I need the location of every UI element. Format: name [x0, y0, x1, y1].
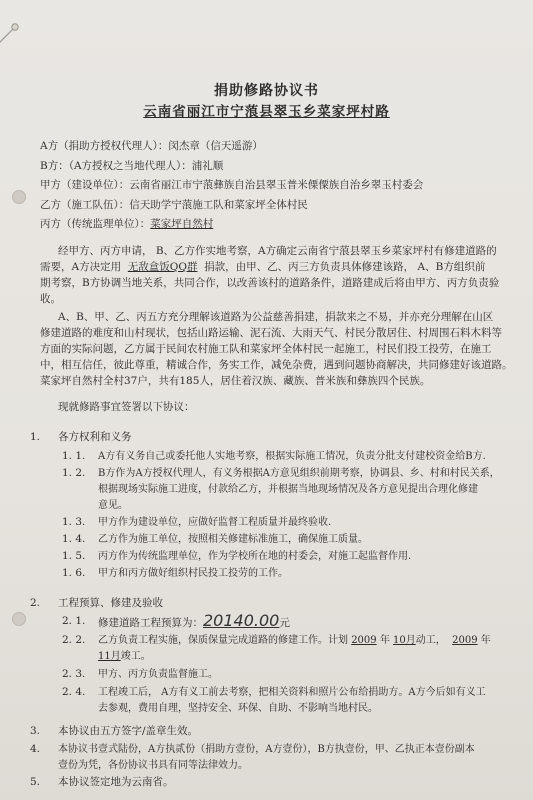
item-2-4-number: 2. 4. — [62, 686, 86, 698]
para2-line5: 菜家坪自然村全村37户，共有185人，居住着汉族、藏族、普米族和彝族四个民族。 — [40, 375, 431, 387]
item-1-4: 乙方作为施工单位，按照相关修建标准施工，确保施工质量。 — [98, 534, 368, 545]
para1-line1: 经甲方、丙方申请， B、乙方作实地考察，A方确定云南省宁蒗县翠玉乡菜家坪村有修建道路的 — [58, 245, 497, 257]
para2-line4: 中，相互信任，彼此尊重，精诚合作，务实工作，减免杂费，遇到问题协商解决，共同修建好该道路。 — [40, 359, 513, 371]
item-2-2-number: 2. 2. — [62, 634, 86, 646]
para1-line4: 收。 — [40, 293, 61, 305]
start-month: 10月 — [393, 635, 416, 646]
para2-line2: 修建道路的难度和山村现状，包括山路运输、泥石流、大雨天气、村民分散居住、村周围石料木料等 — [40, 327, 502, 339]
section4-line1: 本协议书壹式陆份，A方执贰份（捐助方壹份，A方壹份），B方执壹份，甲、乙执正本壹份副本 — [58, 744, 475, 755]
item-1-3-number: 1. 3. — [62, 516, 86, 528]
item-1-2-line1: B方作为A方授权代理人，有义务根据A方意见组织前期考察，协调县、乡、村和村民关系， — [98, 468, 500, 479]
item-2-2-line1: 乙方负责工程实施，保质保量完成道路的修建工作。计划 2009 年 10月动工， 2009 年 — [98, 635, 491, 646]
budget-amount: 20140.00 — [203, 611, 280, 630]
section2-title: 工程预算、修建及验收 — [58, 597, 163, 609]
party-yi — [40, 198, 308, 213]
item-1-5: 丙方作为传统监理单位，作为学校所在地的村委会，对施工起监督作用. — [98, 551, 412, 562]
end-month: 11月 — [98, 651, 121, 662]
party-bing — [40, 217, 213, 232]
punch-hole-icon — [12, 612, 26, 626]
item-2-4-line2: 去参观，费用自理，坚持安全、环保、自助、不影响当地村民。 — [98, 703, 378, 714]
section1-number: 1. — [30, 431, 41, 443]
section5-text: 本协议签定地为云南省。 — [58, 776, 174, 788]
party-jia-label: 甲方（建设单位）： — [40, 179, 130, 191]
party-bing-value: 菜家坪自然村 — [150, 218, 214, 230]
para1-line2: 需要，A方决定用 无敌盒饭QQ群 捐款，由甲、乙、丙三方负责具体修建该路， A、B方组织前 — [40, 261, 486, 273]
party-yi-label: 乙方（施工队伍）： — [40, 199, 130, 211]
section1-title: 各方权利和义务 — [58, 431, 132, 443]
item-2-3-number: 2. 3. — [62, 668, 86, 680]
item-1-1: A方有义务自己或委托他人实地考察，根据实际施工情况，负责分批支付建校资金给B方. — [98, 451, 486, 462]
donor-name: 无敌盒饭QQ群 — [127, 261, 198, 273]
item-1-5-number: 1. 5. — [62, 550, 86, 562]
section4-number: 4. — [30, 743, 41, 755]
para2-line1: A、B、甲、乙、丙五方充分理解该道路为公益慈善捐建，捐款来之不易，并亦充分理解在山区 — [58, 311, 494, 323]
section5-number: 5. — [30, 776, 41, 788]
item-1-4-number: 1. 4. — [62, 533, 86, 545]
item-1-6: 甲方和丙方做好组织村民投工投劳的工作。 — [98, 568, 288, 579]
item-2-4-line1: 工程竣工后， A方有义工前去考察，把相关资料和照片公布给捐助方。A方今后如有义工 — [98, 687, 486, 698]
para2-line3: 方面的实际问题，乙方属于民间农村施工队和菜家坪全体村民一起施工，村民们投工投劳，在施工 — [40, 343, 492, 355]
party-bing-label: 丙方（传统监理单位）： — [40, 218, 151, 230]
para1-line3: 期考察，B方协调当地关系，共同合作，以改善该村的道路条件，道路建成后将由甲方、丙方负责验 — [40, 277, 500, 289]
item-2-1-number: 2. 1. — [62, 615, 86, 627]
item-1-3: 甲方作为建设单位，应做好监督工程质量并最终验收. — [98, 517, 332, 528]
party-a: A方（捐助方授权代理人）：闵杰章（信天遥游） — [40, 140, 263, 152]
item-1-1-number: 1. 1. — [62, 450, 86, 462]
punch-hole-icon — [12, 190, 26, 204]
document-title: 捐助修路协议书 — [214, 83, 319, 99]
item-2-1: 修建道路工程预算为：20140.00元 — [98, 611, 290, 630]
agreement-intro: 现就修路事宜签署以下协议： — [58, 401, 195, 413]
section3-number: 3. — [30, 725, 41, 737]
section4-line2: 壹份为凭，各份协议书具有同等法律效力。 — [58, 760, 248, 771]
document-subtitle: 云南省丽江市宁蒗县翠玉乡菜家坪村路 — [143, 104, 390, 120]
party-jia-value: 云南省丽江市宁蒗彝族自治县翠玉普米傈僳族自治乡翠玉村委会 — [129, 179, 424, 191]
party-jia — [40, 178, 423, 193]
item-1-2-number: 1. 2. — [62, 467, 86, 479]
party-yi-value: 信天助学宁蒗施工队和菜家坪全体村民 — [129, 199, 308, 211]
end-year: 2009 — [452, 635, 478, 646]
item-1-2-line3: 意见。 — [98, 500, 128, 511]
item-1-6-number: 1. 6. — [62, 567, 86, 579]
pushpin-icon — [0, 20, 22, 46]
item-2-2-line2: 11月竣工。 — [98, 651, 151, 662]
start-year: 2009 — [351, 635, 377, 646]
section2-number: 2. — [30, 597, 41, 609]
item-2-3: 甲方、丙方负责监督施工。 — [98, 669, 218, 680]
section3-text: 本协议由五方签字/盖章生效。 — [58, 725, 199, 737]
party-b: B方：（A方授权之当地代理人）：浦礼顺 — [40, 160, 224, 172]
item-1-2-line2: 根据现场实际施工进度，付款给乙方，并根据当地现场情况及各方意见提出合理化修建 — [98, 484, 478, 495]
